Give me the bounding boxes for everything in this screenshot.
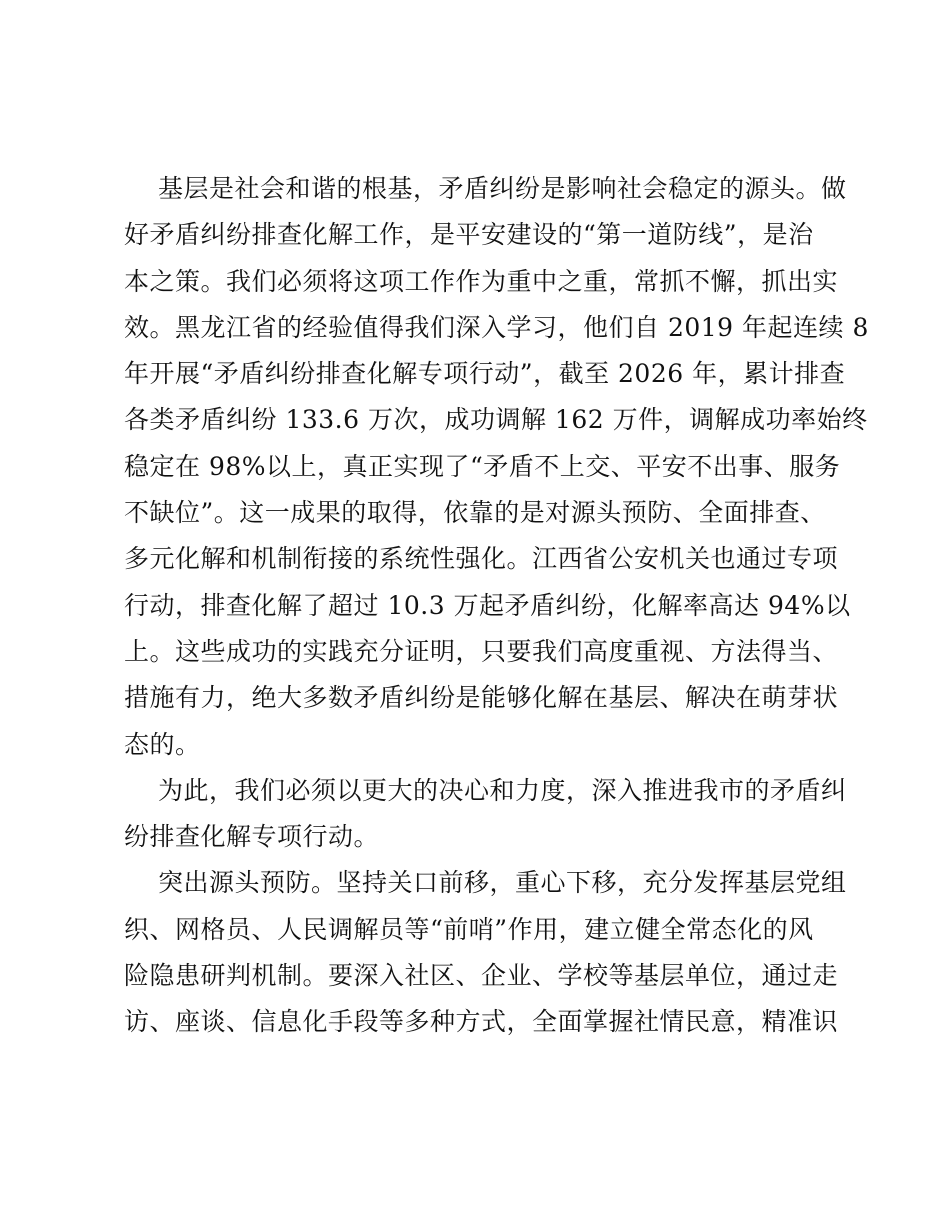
paragraph-2-line-1: 为此，我们必须以更大的决心和力度，深入推进我市的矛盾纠 bbox=[158, 775, 847, 805]
paragraph-1-line-7: 稳定在 98%以上，真正实现了“矛盾不上交、平安不出事、服务 bbox=[124, 451, 841, 481]
paragraph-1-line-6: 各类矛盾纠纷 133.6 万次，成功调解 162 万件，调解成功率始终 bbox=[124, 405, 868, 435]
paragraph-1-line-3: 本之策。我们必须将这项工作作为重中之重，常抓不懈，抓出实 bbox=[124, 266, 839, 296]
paragraph-3-line-1: 突出源头预防。坚持关口前移，重心下移，充分发挥基层党组 bbox=[158, 868, 847, 898]
paragraph-1-line-5: 年开展“矛盾纠纷排查化解专项行动”，截至 2026 年，累计排查 bbox=[124, 359, 846, 389]
paragraph-2-line-2: 纷排查化解专项行动。 bbox=[124, 822, 380, 852]
paragraph-1-line-1: 基层是社会和谐的根基，矛盾纠纷是影响社会稳定的源头。做 bbox=[158, 174, 847, 203]
paragraph-1-line-10: 行动，排查化解了超过 10.3 万起矛盾纠纷，化解率高达 94%以 bbox=[124, 590, 851, 620]
paragraph-1-line-11: 上。这些成功的实践充分证明，只要我们高度重视、方法得当、 bbox=[124, 636, 839, 666]
paragraph-1-line-9: 多元化解和机制衔接的系统性强化。江西省公安机关也通过专项 bbox=[124, 544, 839, 574]
paragraph-3-line-2: 织、网格员、人民调解员等“前哨”作用，建立健全常态化的风 bbox=[124, 914, 814, 944]
paragraph-1-line-13: 态的。 bbox=[124, 729, 201, 759]
document-body bbox=[124, 166, 869, 1046]
paragraph-1-line-12: 措施有力，绝大多数矛盾纠纷是能够化解在基层、解决在萌芽状 bbox=[124, 683, 839, 713]
paragraph-1-line-8: 不缺位”。这一成果的取得，依靠的是对源头预防、全面排查、 bbox=[124, 498, 826, 528]
paragraph-3-line-4: 访、座谈、信息化手段等多种方式，全面掌握社情民意，精准识 bbox=[124, 1007, 839, 1037]
paragraph-1-line-4: 效。黑龙江省的经验值得我们深入学习，他们自 2019 年起连续 8 bbox=[124, 312, 869, 342]
paragraph-3-line-3: 险隐患研判机制。要深入社区、企业、学校等基层单位，通过走 bbox=[124, 961, 839, 991]
paragraph-1-line-2: 好矛盾纠纷排查化解工作，是平安建设的“第一道防线”，是治 bbox=[124, 220, 814, 250]
